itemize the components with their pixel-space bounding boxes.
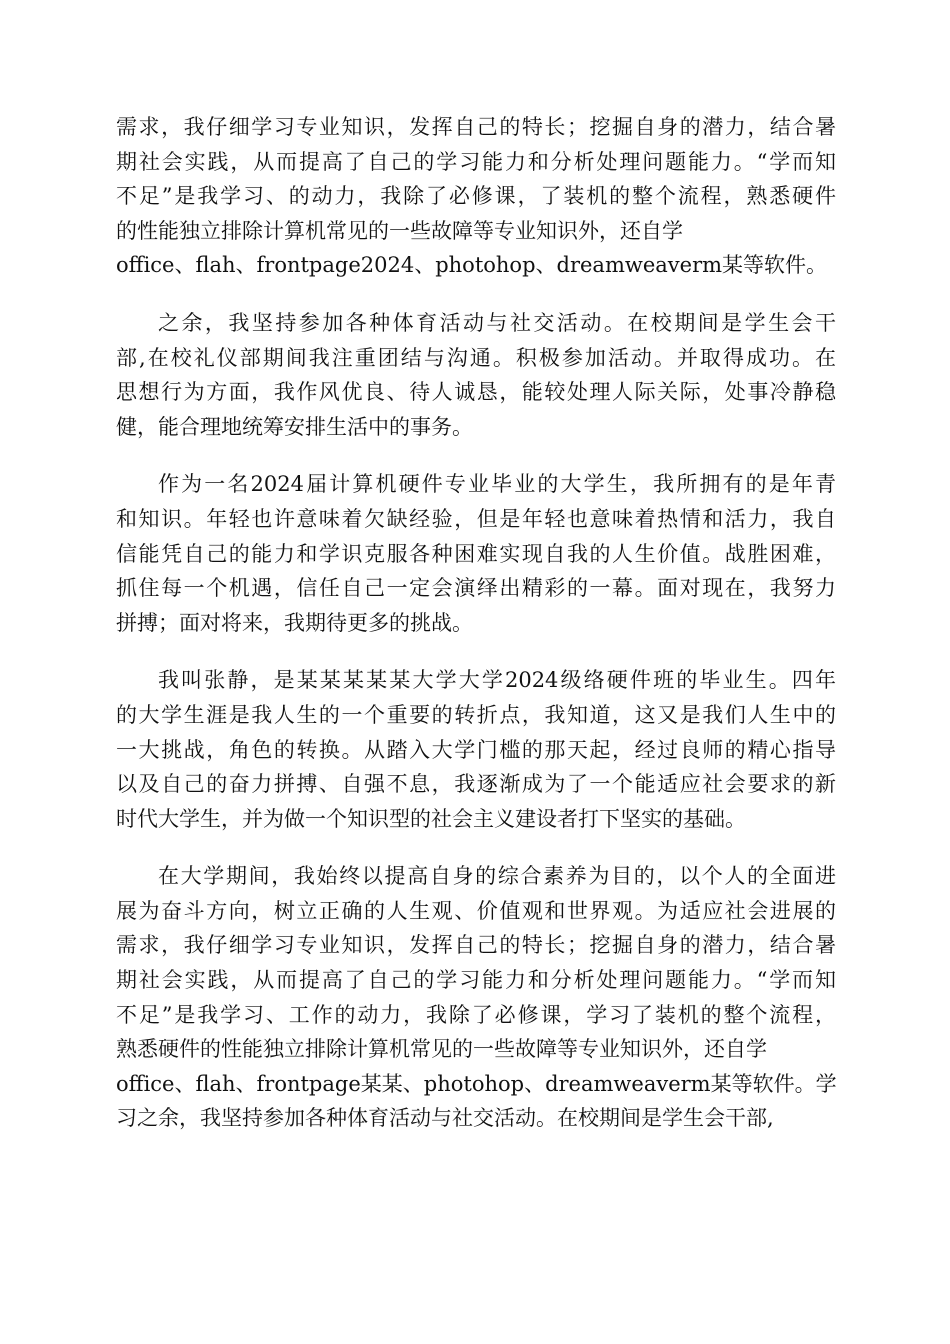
- text-line: 我叫张静，是某某某某某大学大学2024级络硬件班的毕业生。四年: [158, 668, 836, 693]
- paragraph-3: [116, 467, 836, 640]
- paragraph-4: [116, 663, 836, 836]
- text-line: 时代大学生，并为做一个知识型的社会主义建设者打下坚实的基础。: [116, 806, 746, 831]
- text-line: 期社会实践，从而提高了自己的学习能力和分析处理问题能力。“学而知: [116, 149, 836, 174]
- text-line: 期社会实践，从而提高了自己的学习能力和分析处理问题能力。“学而知: [116, 968, 836, 993]
- text-line: 展为奋斗方向，树立正确的人生观、价值观和世界观。为适应社会进展的: [116, 898, 836, 923]
- text-line: 抓住每一个机遇，信任自己一定会演绎出精彩的一幕。面对现在，我努力: [116, 576, 836, 601]
- document-page: [116, 110, 836, 1159]
- text-line: 不足”是我学习、工作的动力，我除了必修课，学习了装机的整个流程，: [116, 1002, 836, 1027]
- text-line: 信能凭自己的能力和学识克服各种困难实现自我的人生价值。战胜困难，: [116, 541, 836, 566]
- text-line: 和知识。年轻也许意味着欠缺经验，但是年轻也意味着热情和活力，我自: [116, 506, 836, 531]
- text-line: 熟悉硬件的性能独立排除计算机常见的一些故障等专业知识外，还自学: [116, 1037, 767, 1062]
- text-line: 的性能独立排除计算机常见的一些故障等专业知识外，还自学: [116, 218, 683, 243]
- text-line: 习之余，我坚持参加各种体育活动与社交活动。在校期间是学生会干部,: [116, 1106, 774, 1131]
- text-line: 在大学期间，我始终以提高自身的综合素养为目的，以个人的全面进: [158, 864, 836, 889]
- paragraph-1: [116, 110, 836, 283]
- text-line: office、flah、frontpage某某、photohop、dreamweaverm某等软件。学: [116, 1071, 837, 1096]
- text-line: 以及自己的奋力拼搏、自强不息，我逐渐成为了一个能适应社会要求的新: [116, 772, 836, 797]
- text-line: 需求，我仔细学习专业知识，发挥自己的特长；挖掘自身的潜力，结合暑: [116, 115, 836, 139]
- text-line: 部,在校礼仪部期间我注重团结与沟通。积极参加活动。并取得成功。在: [116, 345, 836, 370]
- text-line: 拼搏；面对将来，我期待更多的挑战。: [116, 610, 473, 635]
- text-line: 不足”是我学习、的动力，我除了必修课，了装机的整个流程，熟悉硬件: [116, 184, 836, 209]
- text-line: 作为一名2024届计算机硬件专业毕业的大学生，我所拥有的是年青: [158, 472, 836, 497]
- paragraph-2: [116, 306, 836, 444]
- text-line: 健，能合理地统筹安排生活中的事务。: [116, 414, 473, 439]
- paragraph-5: [116, 859, 836, 1136]
- text-line: 需求，我仔细学习专业知识，发挥自己的特长；挖掘自身的潜力，结合暑: [116, 933, 836, 958]
- text-line: 的大学生涯是我人生的一个重要的转折点，我知道，这又是我们人生中的: [116, 702, 836, 727]
- text-line: 之余，我坚持参加各种体育活动与社交活动。在校期间是学生会干: [158, 310, 836, 335]
- text-line: office、flah、frontpage2024、photohop、dreamweaverm某等软件。: [116, 253, 828, 278]
- text-line: 思想行为方面，我作风优良、待人诚恳，能较处理人际关际，处事冷静稳: [116, 380, 836, 405]
- text-line: 一大挑战，角色的转换。从踏入大学门槛的那天起，经过良师的精心指导: [116, 737, 836, 762]
